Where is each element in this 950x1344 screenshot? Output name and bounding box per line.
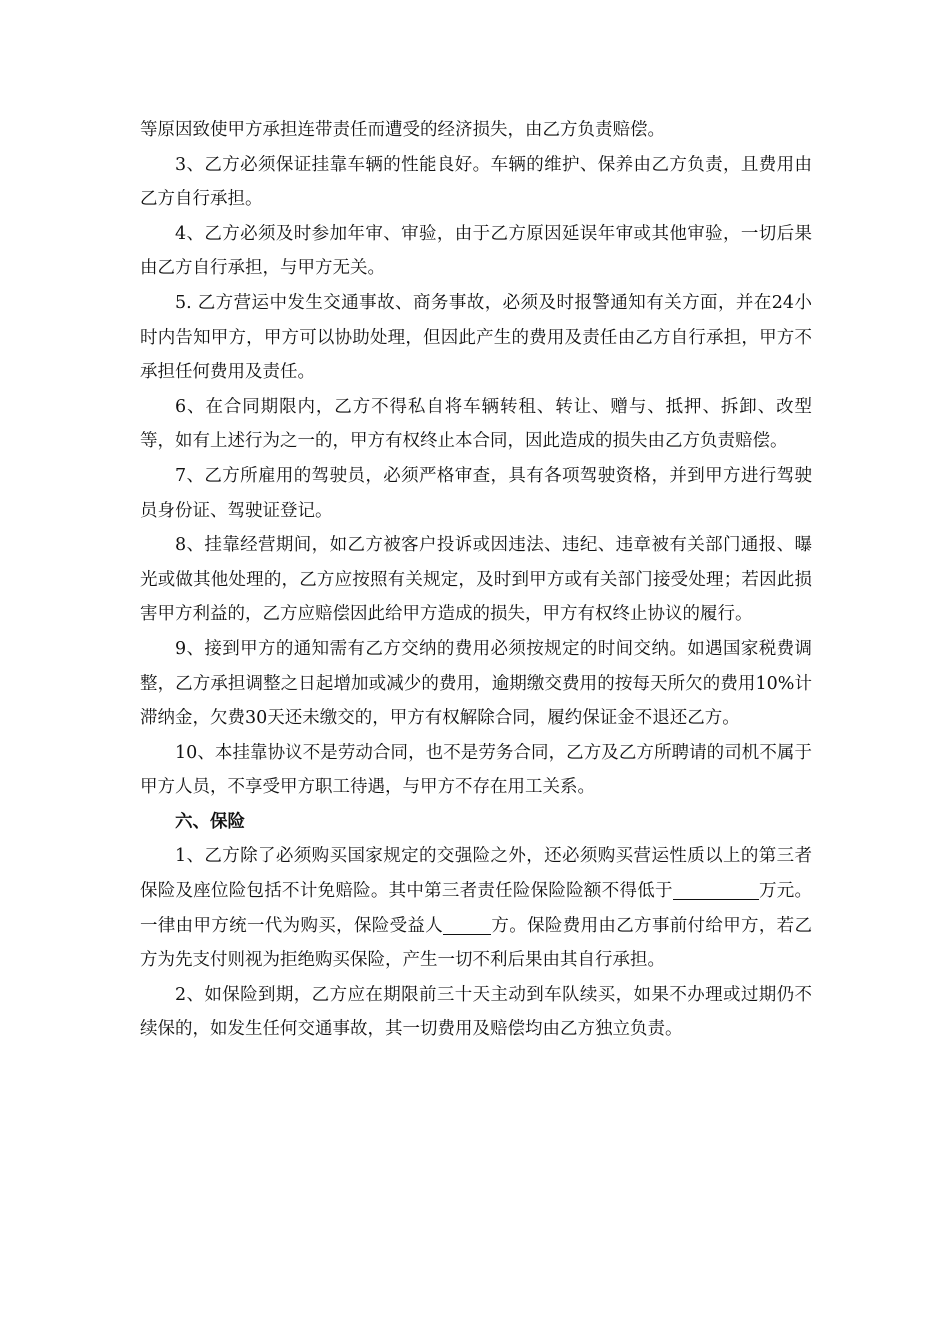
clause-6: 6、在合同期限内，乙方不得私自将车辆转租、转让、赠与、抵押、拆卸、改型等，如有上述行为之一的，甲方有权终止本合同，因此造成的损失由乙方负责赔偿。 [140,396,812,452]
insurance-clause-1-text-b: 万元。一律由甲方统一代为购买，保险受益人 [140,881,813,936]
clause-8: 8、挂靠经营期间，如乙方被客户投诉或因违法、违纪、违章被有关部门通报、曝光或做其他处理的，乙方应按照有关规定，及时到甲方或有关部门接受处理；若因此损害甲方利益的，乙方应赔偿因此给甲方造成的损失，甲方有权终止协议的履行。 [140,535,812,625]
clause-7: 7、乙方所雇用的驾驶员，必须严格审查，具有各项驾驶资格，并到甲方进行驾驶员身份证、驾驶证登记。 [140,465,812,521]
insurance-clause-1-text-a: 1、乙方除了必须购买国家规定的交强险之外，还必须购买营运性质以上的第三者保险及座位险包括不计免赔险。其中第三者责任险保险险额不得低于 [140,846,812,902]
paragraph-continuation: 等原因致使甲方承担连带责任而遭受的经济损失，由乙方负责赔偿。 [140,120,665,140]
document-body [140,113,812,1047]
insurance-clause-1-text-c: 方。保险费用由乙方事前付给甲方，若乙方为先支付则视为拒绝购买保险，产生一切不利后果由其自行承担。 [140,915,813,971]
clause-3: 3、乙方必须保证挂靠车辆的性能良好。车辆的维护、保养由乙方负责，且费用由乙方自行承担。 [140,154,812,210]
section-title-insurance: 六、保险 [175,811,245,832]
clause-9: 9、接到甲方的通知需有乙方交纳的费用必须按规定的时间交纳。如遇国家税费调整，乙方承担调整之日起增加或减少的费用，逾期缴交费用的按每天所欠的费用10%计滞纳金，欠费30天还未缴交的，甲方有权解除合同，履约保证金不退还乙方。 [140,638,812,729]
clause-5: 5. 乙方营运中发生交通事故、商务事故，必须及时报警通知有关方面，并在24小时内告知甲方，甲方可以协助处理，但因此产生的费用及责任由乙方自行承担，甲方不承担任何费用及责任。 [140,292,812,383]
insurance-clause-1 [140,839,812,977]
clause-10: 10、本挂靠协议不是劳动合同，也不是劳务合同，乙方及乙方所聘请的司机不属于甲方人员，不享受甲方职工待遇，与甲方不存在用工关系。 [140,742,812,798]
beneficiary-blank [443,916,491,935]
insurance-clause-2: 2、如保险到期，乙方应在期限前三十天主动到车队续买，如果不办理或过期仍不续保的，如发生任何交通事故，其一切费用及赔偿均由乙方独立负责。 [140,984,812,1040]
clause-4: 4、乙方必须及时参加年审、审验，由于乙方原因延误年审或其他审验，一切后果由乙方自行承担，与甲方无关。 [140,223,812,279]
insurance-amount-blank [673,881,759,900]
